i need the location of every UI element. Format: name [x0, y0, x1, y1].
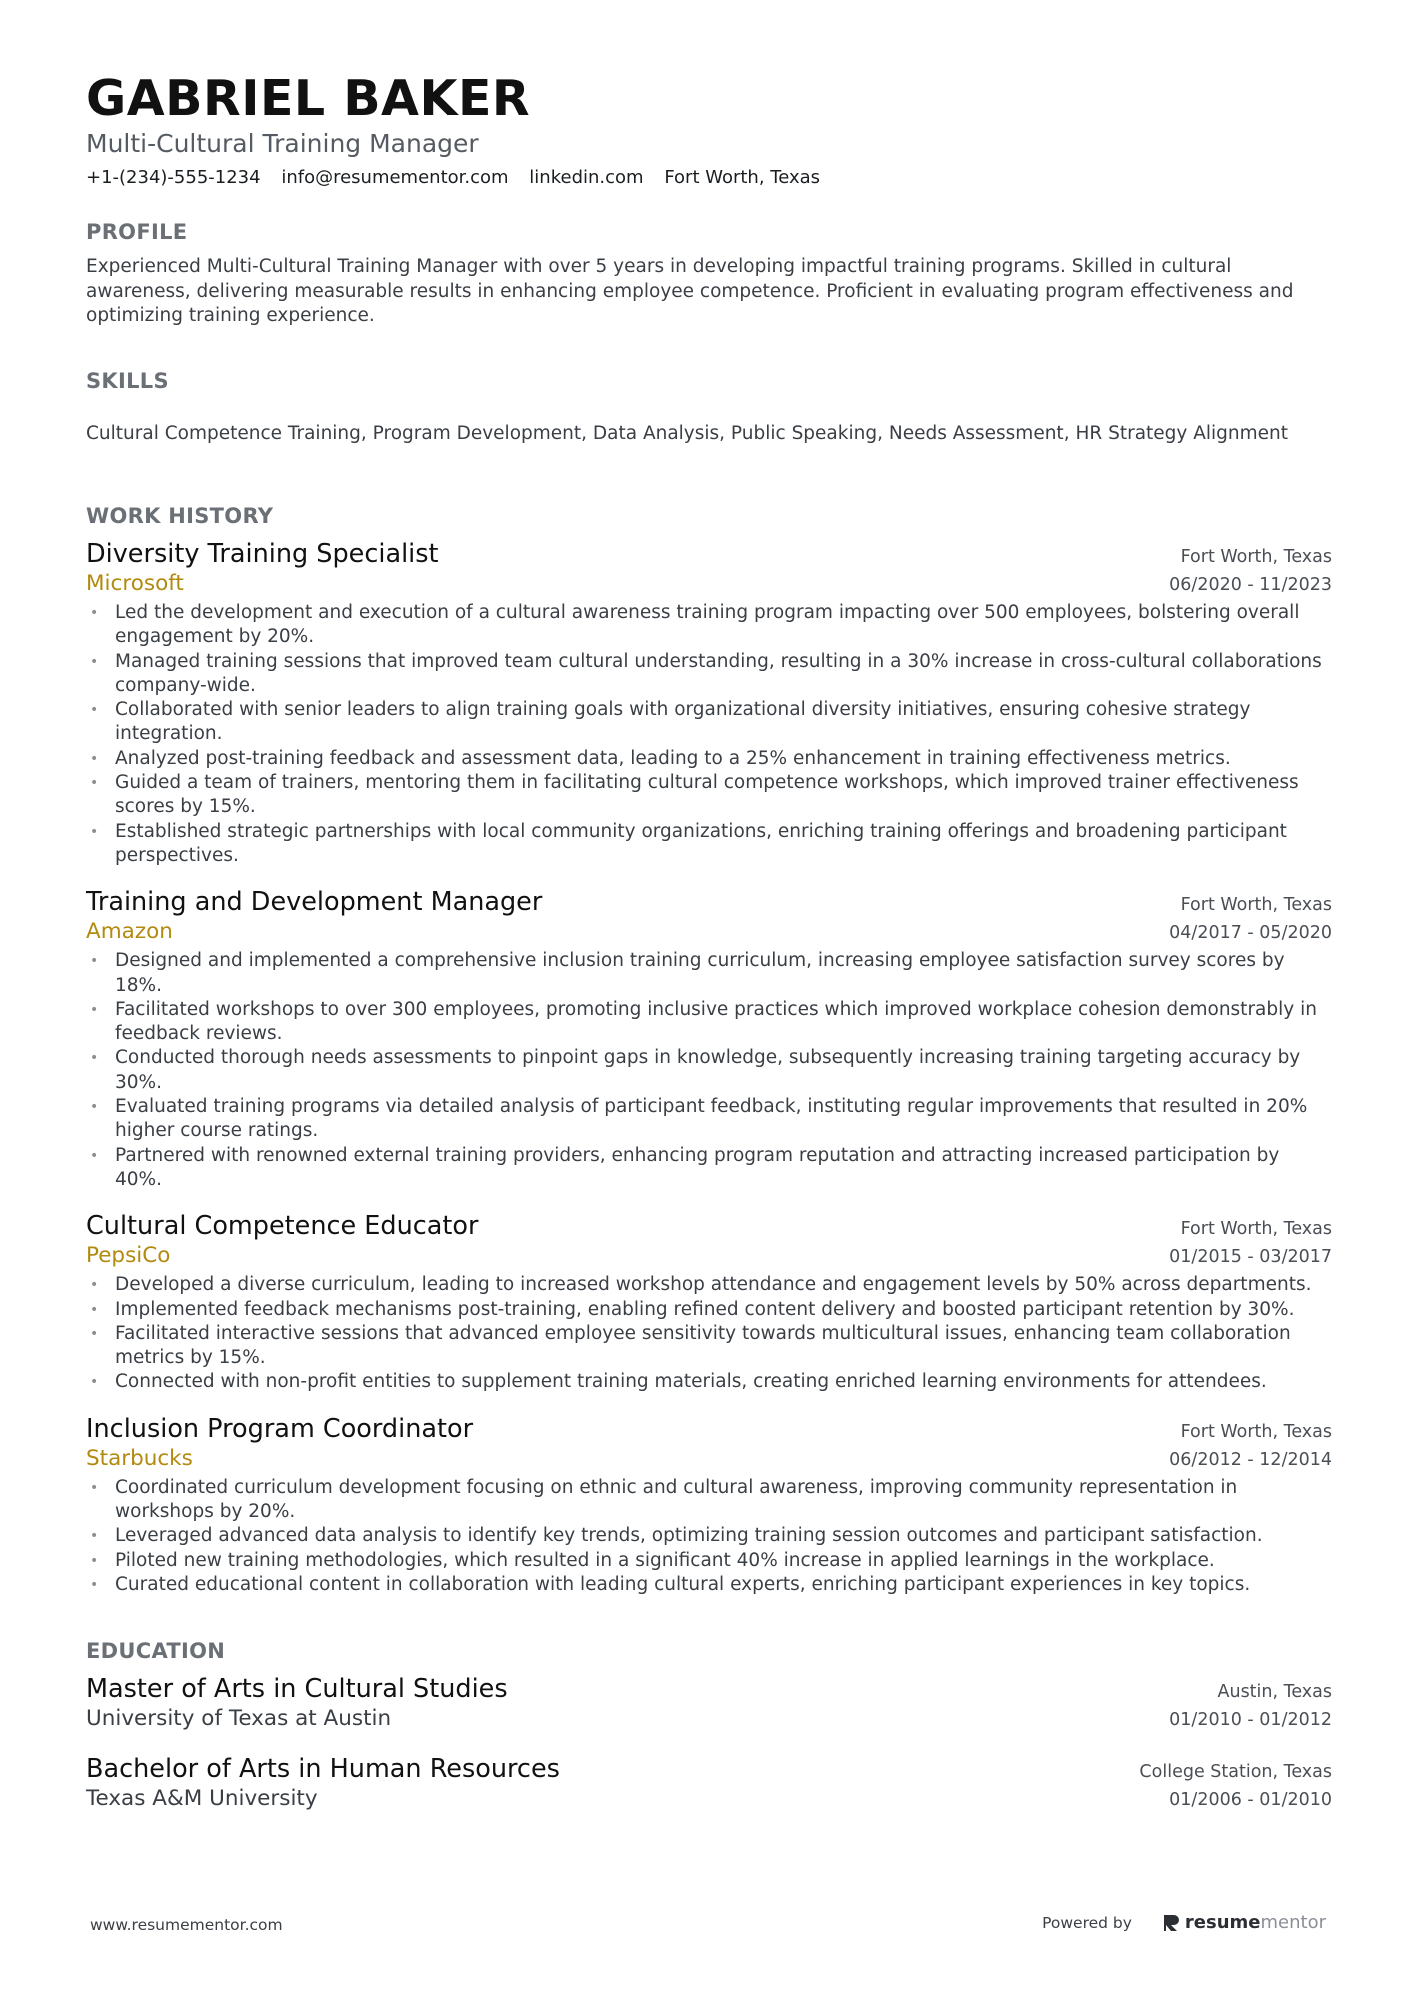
work-history-section	[86, 502, 1332, 1597]
powered-by-label: Powered by	[1042, 1913, 1132, 1932]
bullet-dot-icon: •	[90, 1301, 99, 1318]
job-location: Fort Worth, Texas	[1180, 1219, 1332, 1240]
school-name: University of Texas at Austin	[86, 1706, 392, 1732]
bullet-item: • Analyzed post-training feedback and assessment data, leading to a 25% enhancement in training effectiveness metrics.	[86, 747, 1332, 771]
bullet-item: • Coordinated curriculum development focusing on ethnic and cultural awareness, improving community representation in workshops by 20%.	[90, 1476, 1238, 1523]
job-location: Fort Worth, Texas	[1180, 547, 1332, 567]
bullet-dot-icon: •	[90, 702, 99, 719]
resume-page	[86, 70, 1332, 1813]
bullet-item: • Guided a team of trainers, mentoring them in facilitating cultural competence workshops, which improved trainer effectiveness scores by 15%.	[90, 772, 1299, 818]
section-heading-education: EDUCATION	[86, 1639, 226, 1664]
logo-text-bold: resume	[1184, 1912, 1261, 1933]
job-location: Fort Worth, Texas	[1180, 895, 1332, 916]
bullet-item: • Designed and implemented a comprehensive inclusion training curriculum, increasing employee satisfaction survey scores by 18%.	[90, 950, 1285, 996]
skills-text: Cultural Competence Training, Program Development, Data Analysis, Public Speaking, Needs Assessment, HR Strategy Alignment	[86, 422, 1289, 444]
degree-title: Bachelor of Arts in Human Resources	[86, 1754, 560, 1785]
profile-text: Experienced Multi-Cultural Training Manager with over 5 years in developing impactful training programs. Skilled in cultural awareness, delivering measurable results in enhancing employee competence. Proficient in evaluating program effectiveness and optimizing training experience.	[86, 256, 1294, 326]
bullet-item: • Led the development and execution of a cultural awareness training program impacting over 500 employees, bolstering overall engagement by 20%.	[90, 602, 1300, 648]
bullet-dot-icon: •	[90, 1325, 99, 1342]
job-location: Fort Worth, Texas	[1180, 1421, 1332, 1442]
bullet-dot-icon: •	[90, 750, 99, 767]
bullet-dot-icon: •	[90, 823, 99, 840]
job-title: Inclusion Program Coordinator	[86, 1413, 474, 1444]
job-entry	[86, 1413, 1332, 1597]
job-company: Amazon	[86, 919, 173, 945]
education-entry	[86, 1753, 1332, 1813]
contact-linkedin: linkedin.com	[529, 167, 644, 188]
job-company: Microsoft	[86, 571, 184, 596]
job-company: PepsiCo	[86, 1243, 171, 1269]
bullet-dot-icon: •	[90, 1147, 99, 1164]
bullet-dot-icon: •	[90, 1050, 99, 1067]
education-dates: 01/2010 - 01/2012	[1169, 1710, 1332, 1731]
contact-phone: +1-(234)-555-1234	[86, 167, 261, 188]
job-bullets	[86, 1476, 1332, 1597]
bullet-item: • Partnered with renowned external training providers, enhancing program reputation and attracting increased participation by 40%.	[90, 1144, 1280, 1190]
bullet-item: • Conducted thorough needs assessments to pinpoint gaps in knowledge, subsequently increasing training targeting accuracy by 30%.	[90, 1047, 1301, 1093]
bullet-dot-icon: •	[90, 1099, 99, 1116]
bullet-dot-icon: •	[90, 1576, 99, 1593]
school-name: Texas A&M University	[86, 1786, 318, 1812]
job-bullets	[86, 601, 1332, 868]
resume-header	[86, 70, 1332, 192]
job-title: Diversity Training Specialist	[86, 539, 439, 569]
skills-section	[86, 367, 1332, 447]
bullet-dot-icon: •	[90, 1277, 99, 1294]
bullet-dot-icon: •	[90, 1479, 99, 1496]
bullet-item: • Facilitated interactive sessions that advanced employee sensitivity towards multicultural issues, enhancing team collaboration metrics by 15%.	[90, 1322, 1291, 1369]
job-dates: 01/2015 - 03/2017	[1169, 1247, 1332, 1268]
bullet-dot-icon: •	[90, 1001, 99, 1018]
education-location: Austin, Texas	[1217, 1682, 1332, 1703]
contact-email: info@resumementor.com	[281, 167, 509, 188]
footer-website-link[interactable]: www.resumementor.com	[90, 1916, 283, 1934]
section-heading-skills: SKILLS	[86, 368, 169, 393]
candidate-title: Multi-Cultural Training Manager	[86, 129, 479, 158]
job-bullets	[86, 949, 1332, 1192]
bullet-item: • Connected with non-profit entities to supplement training materials, creating enriched learning environments for attendees.	[86, 1370, 1332, 1394]
bullet-item: • Evaluated training programs via detailed analysis of participant feedback, instituting regular improvements that resulted in 20% higher course ratings.	[90, 1096, 1308, 1142]
logo-text-light: mentor	[1260, 1912, 1326, 1933]
bullet-item: • Implemented feedback mechanisms post-training, enabling refined content delivery and boosted participant retention by 30%.	[86, 1298, 1332, 1322]
footer-branding	[1042, 1912, 1326, 1933]
bullet-dot-icon: •	[90, 1552, 99, 1569]
education-entry	[86, 1673, 1332, 1733]
job-entry	[86, 1210, 1332, 1394]
education-section	[86, 1637, 1332, 1813]
bullet-item: • Leveraged advanced data analysis to identify key trends, optimizing training session outcomes and participant satisfaction.	[86, 1524, 1332, 1548]
degree-title: Master of Arts in Cultural Studies	[86, 1674, 508, 1705]
resumementor-logo[interactable]	[1162, 1912, 1326, 1933]
job-dates: 04/2017 - 05/2020	[1169, 923, 1332, 944]
job-dates: 06/2012 - 12/2014	[1169, 1449, 1332, 1470]
contact-line	[86, 164, 1332, 192]
bullet-dot-icon: •	[90, 653, 99, 670]
section-heading-work: WORK HISTORY	[86, 504, 274, 528]
resumementor-logo-icon	[1162, 1913, 1180, 1933]
bullet-dot-icon: •	[90, 775, 99, 792]
education-dates: 01/2006 - 01/2010	[1169, 1790, 1332, 1811]
job-bullets	[86, 1273, 1332, 1394]
job-entry	[86, 886, 1332, 1192]
bullet-item: • Curated educational content in collaboration with leading cultural experts, enriching participant experiences in key topics.	[86, 1573, 1332, 1597]
job-title: Training and Development Manager	[86, 887, 543, 918]
bullet-item: • Facilitated workshops to over 300 employees, promoting inclusive practices which improved workplace cohesion demonstrably in feedback reviews.	[90, 998, 1317, 1045]
candidate-name: GABRIEL BAKER	[86, 70, 531, 127]
bullet-dot-icon: •	[90, 1374, 99, 1391]
job-entry	[86, 538, 1332, 868]
bullet-item: • Developed a diverse curriculum, leading to increased workshop attendance and engagement levels by 50% across departments.	[86, 1273, 1332, 1297]
bullet-dot-icon: •	[90, 953, 99, 970]
job-company: Starbucks	[86, 1445, 193, 1471]
bullet-item: • Collaborated with senior leaders to align training goals with organizational diversity initiatives, ensuring cohesive strategy integration.	[90, 699, 1251, 745]
contact-location: Fort Worth, Texas	[664, 167, 821, 188]
education-location: College Station, Texas	[1139, 1762, 1332, 1783]
job-dates: 06/2020 - 11/2023	[1169, 575, 1332, 595]
bullet-item: • Established strategic partnerships with local community organizations, enriching training offerings and broadening participant perspectives.	[90, 820, 1287, 866]
bullet-item: • Managed training sessions that improved team cultural understanding, resulting in a 30% increase in cross-cultural collaborations company-wide.	[90, 650, 1322, 696]
profile-section	[86, 218, 1332, 329]
bullet-item: • Piloted new training methodologies, which resulted in a significant 40% increase in applied learnings in the workplace.	[86, 1549, 1332, 1573]
job-title: Cultural Competence Educator	[86, 1211, 479, 1242]
bullet-dot-icon: •	[90, 605, 99, 621]
section-heading-profile: PROFILE	[86, 220, 188, 244]
bullet-dot-icon: •	[90, 1528, 99, 1545]
